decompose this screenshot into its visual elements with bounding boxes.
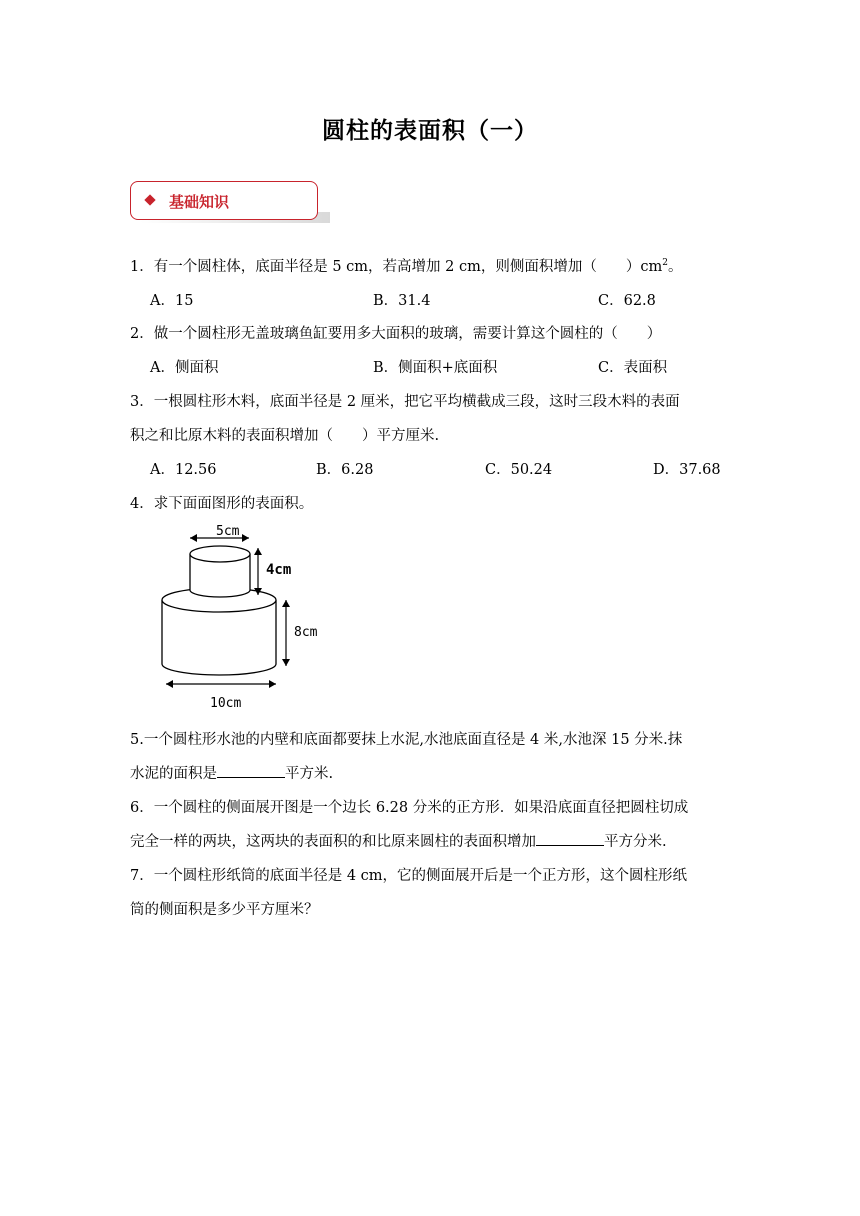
question-5-text: 水泥的面积是	[130, 766, 217, 782]
question-1	[130, 255, 682, 276]
question-3-option-b: B．6.28	[316, 462, 374, 478]
question-7-line-2: 筒的侧面积是多少平方厘米？	[130, 902, 319, 918]
question-1-text: 1．有一个圆柱体，底面半径是 5 cm，若高增加 2 cm，则侧面积增加（ ）cm	[130, 259, 663, 275]
arrowhead-icon	[242, 534, 249, 542]
section-label: 基础知识	[169, 193, 230, 211]
question-3-option-c: C．50.24	[485, 462, 553, 478]
question-3-option-d: D．37.68	[653, 462, 721, 478]
question-1-option-a: A．15	[150, 293, 194, 309]
question-6-line-2	[130, 830, 667, 851]
arrowhead-icon	[282, 600, 290, 607]
bottom-diameter-label: 10cm	[210, 696, 242, 711]
answer-blank[interactable]	[217, 763, 285, 778]
question-3-line-2: 积之和比原木料的表面积增加（ ）平方厘米.	[130, 428, 440, 444]
question-1-option-b: B．31.4	[373, 293, 431, 309]
answer-blank[interactable]	[536, 831, 604, 846]
question-2-option-c: C．表面积	[598, 360, 668, 376]
question-5-line-2	[130, 762, 333, 783]
arrowhead-icon	[254, 548, 262, 555]
page-title: 圆柱的表面积（一）	[322, 118, 538, 144]
arrowhead-icon	[190, 534, 197, 542]
question-1-end: 。	[667, 259, 683, 275]
top-height-label: 4cm	[266, 562, 292, 578]
arrowhead-icon	[166, 680, 173, 688]
cylinder-figure	[150, 518, 340, 713]
bottom-height-label: 8cm	[294, 625, 318, 640]
arrowhead-icon	[282, 659, 290, 666]
top-cylinder-top	[190, 546, 250, 562]
question-6-unit: 平方分米.	[604, 834, 667, 850]
question-6-text: 完全一样的两块，这两块的表面积的和比原来圆柱的表面积增加	[130, 834, 536, 850]
question-1-option-c: C．62.8	[598, 293, 656, 309]
question-4: 4．求下面面图形的表面积。	[130, 496, 314, 512]
question-5-unit: 平方米.	[285, 766, 334, 782]
question-2-option-a: A．侧面积	[150, 360, 219, 376]
question-7-line-1: 7．一个圆柱形纸筒的底面半径是 4 cm，它的侧面展开后是一个正方形，这个圆柱形纸	[130, 868, 688, 884]
question-2: 2．做一个圆柱形无盖玻璃鱼缸要用多大面积的玻璃，需要计算这个圆柱的（ ）	[130, 326, 662, 342]
arrowhead-icon	[269, 680, 276, 688]
question-1-superscript: 2	[662, 258, 668, 269]
question-2-option-b: B．侧面积+底面积	[373, 360, 498, 376]
question-3-option-a: A．12.56	[150, 462, 217, 478]
question-6-line-1: 6．一个圆柱的侧面展开图是一个边长 6.28 分米的正方形．如果沿底面直径把圆柱切成	[130, 800, 689, 816]
question-3-line-1: 3．一根圆柱形木料，底面半径是 2 厘米，把它平均横截成三段，这时三段木料的表面	[130, 394, 680, 410]
question-5-line-1: 5.一个圆柱形水池的内壁和底面都要抹上水泥,水池底面直径是 4 米,水池深 15 分米.抹	[130, 732, 683, 748]
top-diameter-label: 5cm	[216, 524, 240, 539]
